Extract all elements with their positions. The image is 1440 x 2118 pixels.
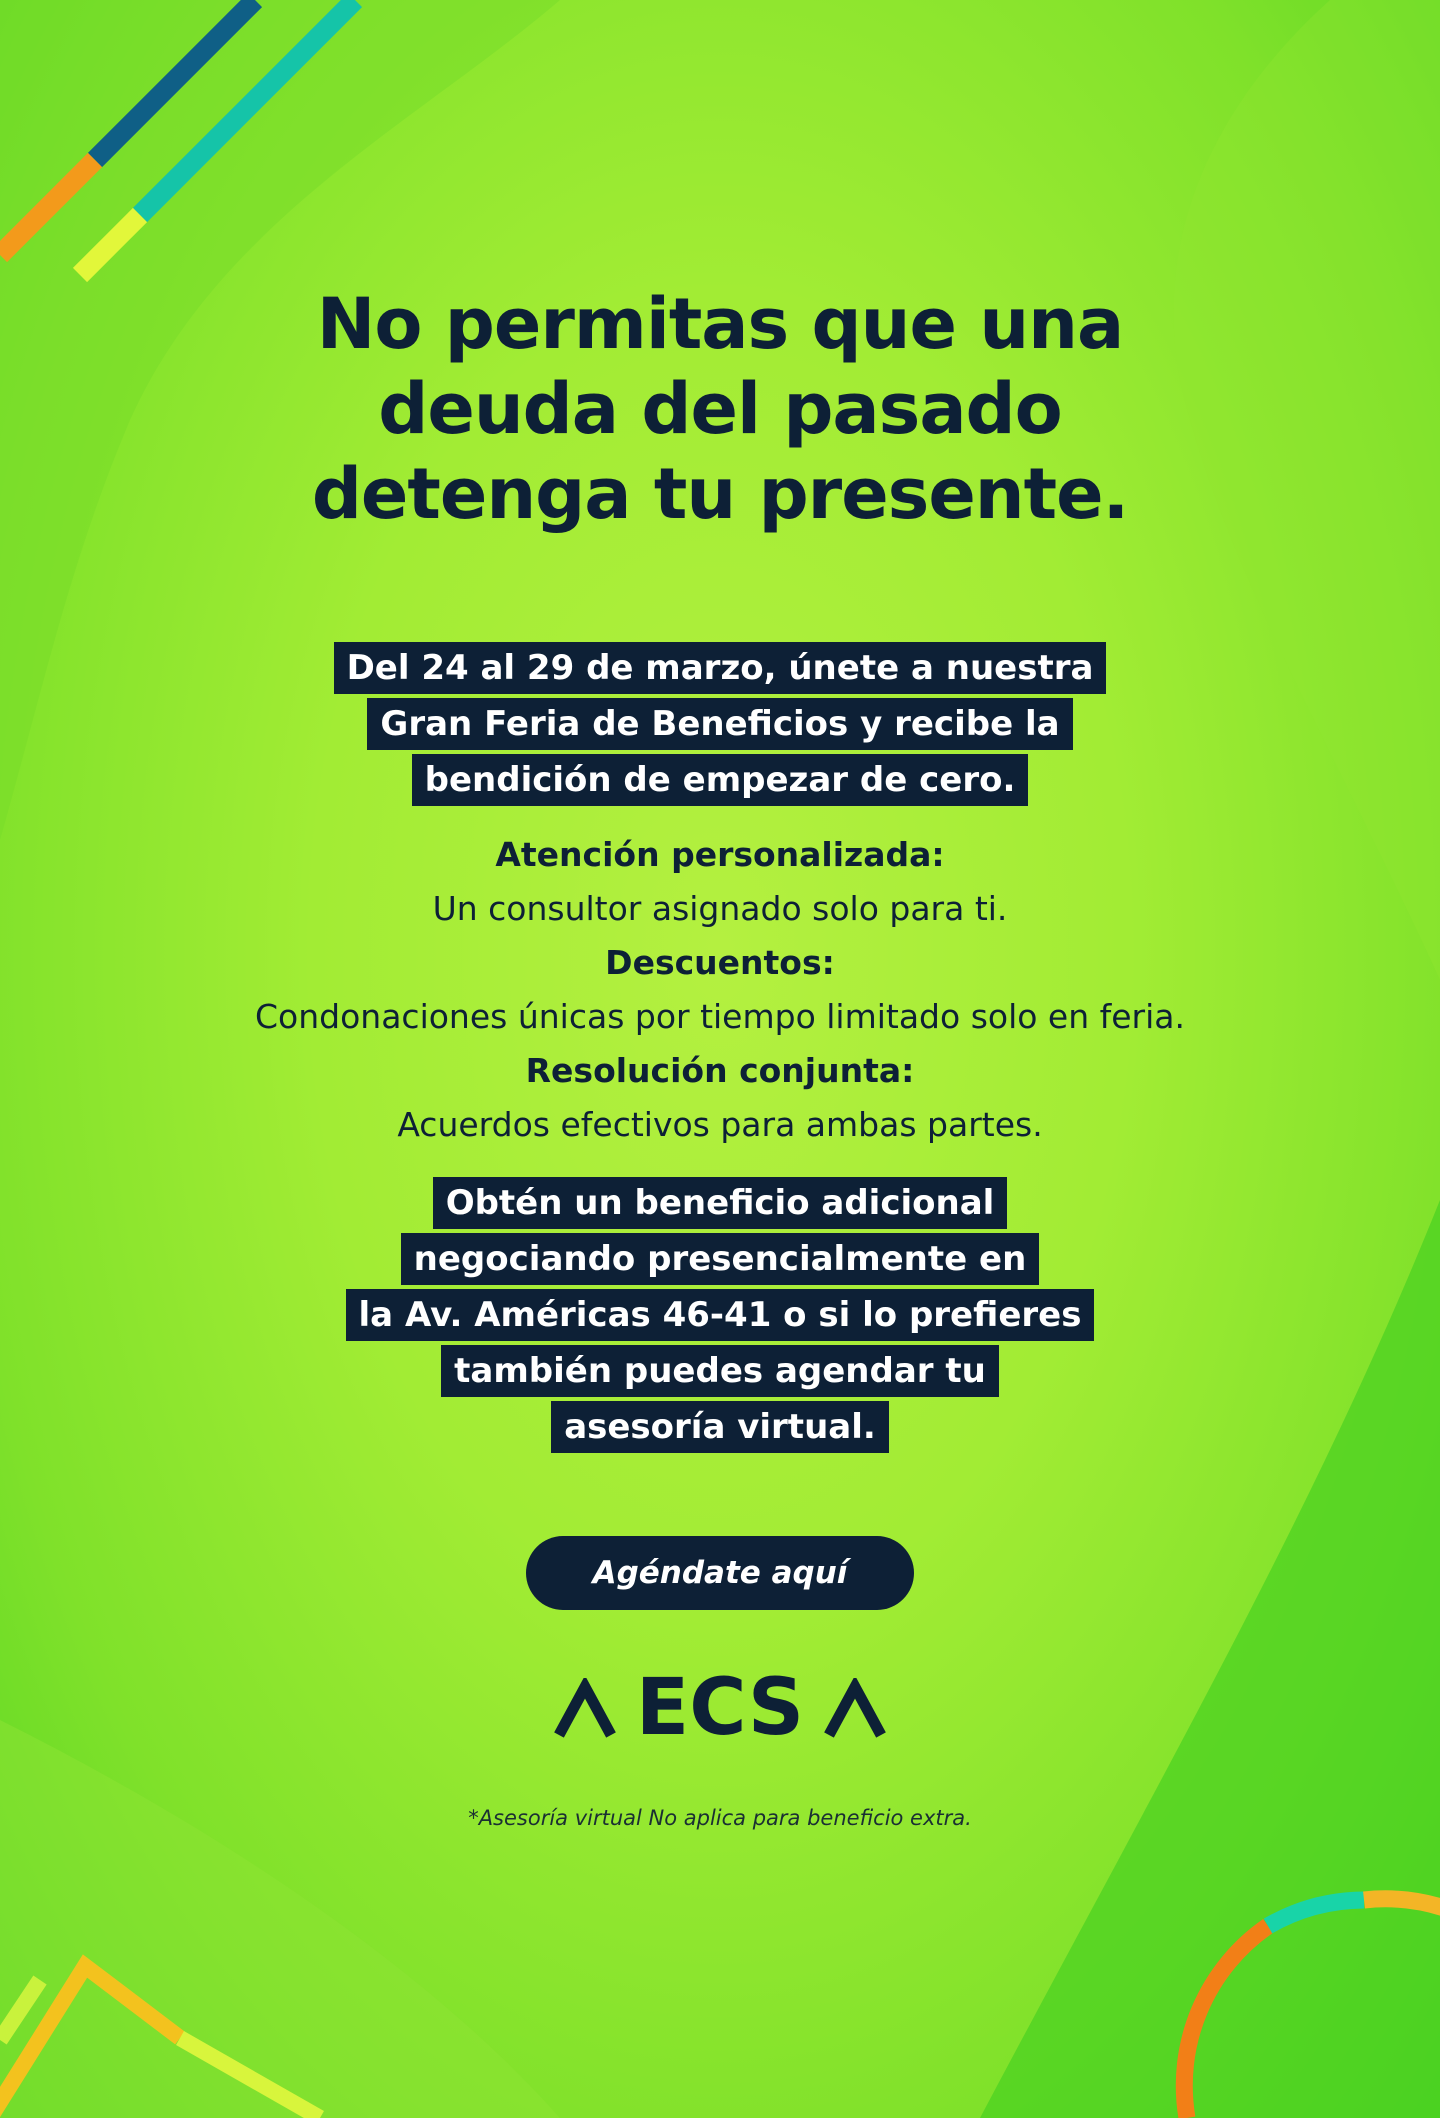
bonus-line: Obtén un beneficio adicional [433, 1177, 1008, 1229]
headline-line: No permitas que una [316, 283, 1124, 365]
benefits-list [0, 828, 1440, 1152]
intro-line: bendición de empezar de cero. [412, 754, 1029, 806]
schedule-button[interactable]: Agéndate aquí [526, 1536, 914, 1610]
headline [170, 282, 1270, 537]
benefit-title: Atención personalizada: [495, 835, 945, 874]
benefit-item [0, 1044, 1440, 1152]
benefit-description: Un consultor asignado solo para ti. [432, 889, 1008, 928]
intro-highlight [0, 642, 1440, 806]
benefit-title: Descuentos: [605, 943, 835, 982]
headline-line: deuda del pasado [378, 368, 1062, 450]
intro-line: Del 24 al 29 de marzo, únete a nuestra [334, 642, 1107, 694]
footnote: *Asesoría virtual No aplica para beneficio extra. [468, 1806, 972, 1830]
benefit-item [0, 828, 1440, 936]
aecsa-logo [0, 1663, 1440, 1753]
chevron-a-icon [824, 1678, 886, 1738]
bonus-highlight [0, 1177, 1440, 1453]
benefit-title: Resolución conjunta: [525, 1051, 915, 1090]
logo-text: ECS [635, 1663, 805, 1753]
bonus-line: también puedes agendar tu [441, 1345, 999, 1397]
benefit-description: Acuerdos efectivos para ambas partes. [397, 1105, 1043, 1144]
bonus-line: negociando presencialmente en [401, 1233, 1040, 1285]
bonus-line: asesoría virtual. [551, 1401, 889, 1453]
benefit-description: Condonaciones únicas por tiempo limitado solo en feria. [255, 997, 1185, 1036]
intro-line: Gran Feria de Beneficios y recibe la [367, 698, 1072, 750]
benefit-item [0, 936, 1440, 1044]
bonus-line: la Av. Américas 46-41 o si lo prefieres [346, 1289, 1095, 1341]
chevron-a-icon [554, 1678, 616, 1738]
headline-line: detenga tu presente. [311, 453, 1129, 535]
